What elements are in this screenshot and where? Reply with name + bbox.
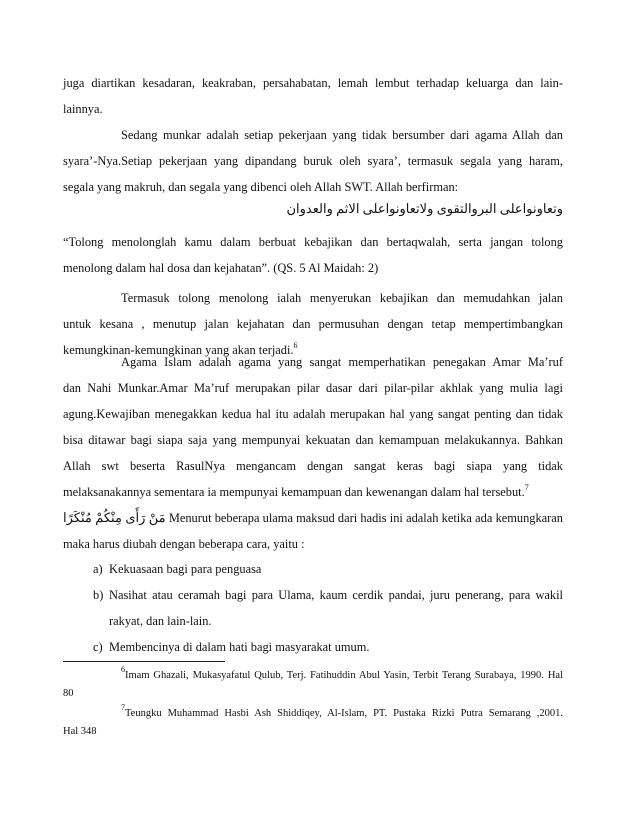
list-item <box>63 634 563 660</box>
text-line: untuk kesana , menutup jalan kejahatan dan permusuhan dengan tetap mempertimbangkan <box>63 317 563 331</box>
text-line: Membencinya di dalam hati bagi masyarakat umum. <box>109 640 370 654</box>
text-line: Kekuasaan bagi para penguasa <box>109 562 262 576</box>
text-line <box>63 505 563 531</box>
list-item <box>63 556 563 582</box>
text-line: syara’-Nya.Setiap pekerjaan yang dipandang buruk oleh syara’, termasuk segala yang haram, <box>63 154 563 168</box>
footnote-number: 7 <box>121 703 125 712</box>
text-line: lainnya. <box>63 102 103 116</box>
verse-translation <box>63 229 563 281</box>
paragraph-amar-maruf <box>63 349 563 505</box>
footnote-ref: 7 <box>524 483 529 492</box>
arabic-hadith: مَنْ رَأَى مِنْكُمْ مُنْكَرًا <box>63 510 166 525</box>
list-marker: c) <box>93 640 103 654</box>
paragraph-hadith <box>63 505 563 557</box>
footnote-line: 80 <box>63 688 74 699</box>
arabic-verse: وتعاونواعلى البروالتقوى ولاتعاونواعلى الاثم والعدوان <box>286 201 563 216</box>
footnote-line <box>63 703 563 721</box>
text-line: bisa ditawar bagi siapa saja yang mempunyai kekuatan dan kemampuan melakukannya. Bahkan <box>63 433 563 447</box>
footnote-line: Hal 348 <box>63 726 97 737</box>
text-span: kemungkinan-kemungkinan yang akan terjadi. <box>63 343 294 357</box>
text-line: Termasuk tolong menolong ialah menyerukan kebajikan dan memudahkan jalan <box>121 291 563 305</box>
text-line: Agama Islam adalah agama yang sangat memperhatikan penegakan Amar Ma’ruf <box>121 355 563 369</box>
text-line: Nasihat atau ceramah bagi para Ulama, kaum cerdik pandai, juru penerang, para wakil <box>109 588 563 602</box>
text-line: “Tolong menolonglah kamu dalam berbuat kebajikan dan bertaqwalah, serta jangan tolong <box>63 235 563 249</box>
text-span: melaksanakannya sementara ia mempunyai kemampuan dan kewenangan dalam hal tersebut. <box>63 485 525 499</box>
footnote-text: Imam Ghazali, Mukasyafatul Qulub, Terj. Fatihuddin Abul Yasin, Terbit Terang Surabaya, 1990. Hal <box>125 670 563 681</box>
text-line: agung.Kewajiban menegakkan kedua hal itu adalah merupakan hal yang sangat penting dan tidak <box>63 407 563 421</box>
footnote-divider <box>63 661 225 662</box>
text-line: Allah swt beserta RasulNya mengancam dengan sangat keras bagi siapa yang tidak <box>63 459 563 473</box>
text-line: maka harus diubah dengan beberapa cara, yaitu : <box>63 537 305 551</box>
list-marker: b) <box>93 588 104 602</box>
text-line: juga diartikan kesadaran, keakraban, persahabatan, lemah lembut terhadap keluarga dan lain- <box>63 76 563 90</box>
footnote-number: 6 <box>121 665 125 674</box>
text-line: Sedang munkar adalah setiap pekerjaan yang tidak bersumber dari agama Allah dan <box>121 128 563 142</box>
footnote <box>63 665 563 701</box>
methods-list <box>63 556 563 660</box>
footnote-text: Teungku Muhammad Hasbi Ash Shiddiqey, Al-Islam, PT. Pustaka Rizki Putra Semarang ,2001. <box>125 708 563 719</box>
footnote-ref: 6 <box>293 341 298 350</box>
paragraph-munkar <box>63 122 563 200</box>
footnote-line <box>63 665 563 683</box>
text-line: menolong dalam hal dosa dan kejahatan”. (QS. 5 Al Maidah: 2) <box>63 261 379 275</box>
list-marker: a) <box>93 562 103 576</box>
text-line: dan Nahi Munkar.Amar Ma’ruf merupakan pilar dasar dari pilar-pilar akhlak yang mulia lagi <box>63 381 563 395</box>
text-line <box>63 479 563 505</box>
text-span: Menurut beberapa ulama maksud dari hadis ini adalah ketika ada kemungkaran <box>165 511 563 525</box>
text-line: rakyat, dan lain-lain. <box>109 614 212 628</box>
text-line: segala yang makruh, dan segala yang dibenci oleh Allah SWT. Allah berfirman: <box>63 180 459 194</box>
list-item <box>63 582 563 634</box>
footnote <box>63 703 563 739</box>
paragraph-intro <box>63 70 563 122</box>
